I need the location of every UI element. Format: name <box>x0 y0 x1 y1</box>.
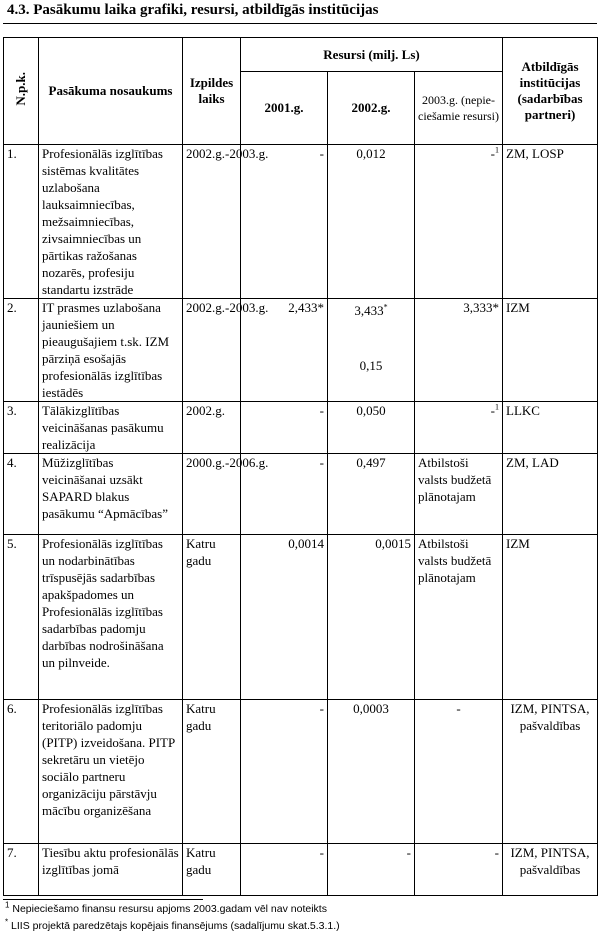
value-2002: 3,433* 0,15 <box>328 299 415 402</box>
value-2002-extra: 0,15 <box>359 358 383 373</box>
measure-name: Profesionālās izglītības sistēmas kvalitātes uzlabošana lauksaimniecības, mežsaimniecības, zivsaimniecības un pārtikas ražošanas nozarēs, profesiju standartu izstrāde <box>39 145 183 299</box>
value-2002: 0,0003 <box>328 700 415 844</box>
measure-name: Profesionālās izglītības un nodarbinātības trīspusējās sadarbības apakšpadomes un Profesionālās izglītības sadarbības padomju darbības nodrošināšana un pilnveide. <box>39 535 183 700</box>
value-2001: - <box>241 844 328 896</box>
institutions: ZM, LOSP <box>503 145 598 299</box>
table-row <box>4 454 598 535</box>
title-underline <box>3 23 597 24</box>
value-2003: -$^1$ <box>415 145 503 299</box>
value-2003: 3,333* <box>415 299 503 402</box>
table-row <box>4 402 598 454</box>
footnote-1: $^1$ Nepieciešamo finansu resursu apjoms 2003.gadam vēl nav noteikts <box>5 900 327 915</box>
value-2001: - <box>241 402 328 454</box>
execution-time: 2002.g.-2003.g. <box>183 145 241 299</box>
institutions: IZM, PINTSA, pašvaldības <box>503 844 598 896</box>
row-number: 7. <box>4 844 39 896</box>
value-2003: Atbilstoši valsts budžetā plānotajam <box>415 454 503 535</box>
execution-time: Katru gadu <box>183 844 241 896</box>
value-2003: - <box>415 700 503 844</box>
measure-name: IT prasmes uzlabošana jauniešiem un pieaugušajiem t.sk. IZM pārziņā esošajās profesionālās izglītības iestādēs <box>39 299 183 402</box>
value-2001: - <box>241 700 328 844</box>
value-2002: 0,012 <box>328 145 415 299</box>
section-title: 4.3. Pasākumu laika grafiki, resursi, atbildīgās institūcijas <box>7 2 379 18</box>
row-number: 1. <box>4 145 39 299</box>
institutions: IZM <box>503 299 598 402</box>
header-2002: 2002.g. <box>328 72 415 145</box>
value-2002: 0,497 <box>328 454 415 535</box>
row-number: 3. <box>4 402 39 454</box>
value-2003: Atbilstoši valsts budžetā plānotajam <box>415 535 503 700</box>
value-2003: - <box>415 844 503 896</box>
institutions: LLKC <box>503 402 598 454</box>
header-name: Pasākuma nosaukums <box>39 38 183 145</box>
value-2002: - <box>328 844 415 896</box>
measures-table <box>3 37 598 896</box>
table-row <box>4 299 598 402</box>
execution-time: 2002.g. <box>183 402 241 454</box>
row-number: 2. <box>4 299 39 402</box>
institutions: ZM, LAD <box>503 454 598 535</box>
row-number: 6. <box>4 700 39 844</box>
header-institutions: Atbildīgās institūcijas (sadarbības partneri) <box>503 38 598 145</box>
footnote-separator <box>3 899 203 900</box>
header-resources: Resursi (milj. Ls) <box>241 38 503 72</box>
measure-name: Mūžizglītības veicināšanai uzsākt SAPARD blakus pasākumu “Apmācības” <box>39 454 183 535</box>
execution-time: 2002.g.-2003.g. <box>183 299 241 402</box>
table-row <box>4 145 598 299</box>
header-2001: 2001.g. <box>241 72 328 145</box>
table-row <box>4 844 598 896</box>
execution-time: Katru gadu <box>183 535 241 700</box>
header-2003: 2003.g. (nepie-ciešamie resursi) <box>415 72 503 145</box>
execution-time: 2000.g.-2006.g. <box>183 454 241 535</box>
execution-time: Katru gadu <box>183 700 241 844</box>
value-2001: 0,0014 <box>241 535 328 700</box>
institutions: IZM <box>503 535 598 700</box>
measure-name: Profesionālās izglītības teritoriālo padomju (PITP) izveidošana. PITP sekretāru un vietējo sociālo partneru organizāciju pārstāvju mācību organizēšana <box>39 700 183 844</box>
header-npk: N.p.k. <box>4 38 39 145</box>
footnote-2: * LIIS projektā paredzētajs kopējais finansējums (sadalījumu skat.5.3.1.) <box>5 917 340 932</box>
value-2002: 0,0015 <box>328 535 415 700</box>
measure-name: Tiesību aktu profesionālās izglītības jomā <box>39 844 183 896</box>
table-row <box>4 700 598 844</box>
value-2001: - <box>241 454 328 535</box>
row-number: 4. <box>4 454 39 535</box>
value-2002: 0,050 <box>328 402 415 454</box>
institutions: IZM, PINTSA, pašvaldības <box>503 700 598 844</box>
measure-name: Tālākizglītības veicināšanas pasākumu realizācija <box>39 402 183 454</box>
value-2001: - <box>241 145 328 299</box>
row-number: 5. <box>4 535 39 700</box>
header-time: Izpildes laiks <box>183 38 241 145</box>
table-row <box>4 535 598 700</box>
value-2003: -$^1$ <box>415 402 503 454</box>
value-2001: 2,433* <box>241 299 328 402</box>
